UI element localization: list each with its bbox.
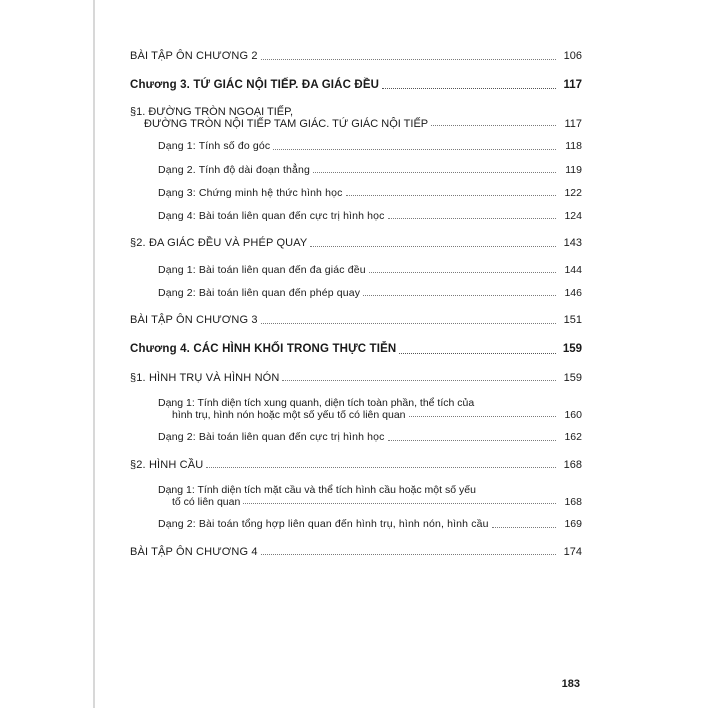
toc-entry-label-line1: Dạng 1: Tính diện tích xung quanh, diện tích toàn phần, thể tích của (158, 397, 475, 410)
toc-entry-label: Dạng 1: Tính số đo góc (158, 140, 271, 153)
toc-leader-dots (310, 245, 556, 247)
toc-entry-page: 118 (565, 140, 582, 153)
toc-leader-dots (261, 553, 556, 555)
toc-entry-section[interactable] (130, 458, 582, 473)
toc-entry-page: 144 (564, 263, 582, 276)
toc-entry-page: 174 (563, 545, 582, 558)
toc-entry-page: 143 (563, 237, 582, 250)
toc-entry-page: 117 (564, 118, 582, 131)
toc-entry-chapter[interactable] (130, 78, 582, 94)
toc-entry-page: 168 (564, 496, 582, 509)
toc-entry-page: 162 (564, 431, 582, 444)
toc-leader-dots (369, 271, 556, 273)
toc-leader-dots (409, 415, 557, 417)
toc-entry-dang[interactable] (158, 209, 582, 223)
toc-leader-dots (388, 439, 556, 441)
toc-entry-label: Chương 3. TỨ GIÁC NỘI TIẾP. ĐA GIÁC ĐỀU (130, 78, 380, 91)
toc-leader-dots (399, 352, 556, 354)
page-number: 183 (561, 678, 580, 690)
toc-entry-page: 117 (563, 78, 582, 91)
toc-entry-label: Dạng 2: Bài toán liên quan đến phép quay (158, 287, 361, 300)
toc-entry-label-line2: tố có liên quan (172, 496, 241, 509)
toc-entry-label-line1: Dạng 1: Tính diện tích mặt cầu và thể tích hình cầu hoặc một số yếu (158, 484, 476, 497)
table-of-contents (130, 36, 582, 571)
toc-entry-dang[interactable] (158, 286, 582, 300)
toc-entry-label-line2: hình trụ, hình nón hoặc một số yếu tố có liên quan (172, 409, 406, 422)
toc-entry-page: 159 (562, 343, 582, 356)
toc-entry-label: §2. HÌNH CẦU (130, 458, 204, 471)
toc-entry-label: Dạng 4: Bài toán liên quan đến cực trị hình học (158, 209, 385, 222)
toc-entry[interactable] (130, 49, 582, 64)
toc-leader-dots (388, 217, 556, 219)
toc-entry-label: §1. HÌNH TRỤ VÀ HÌNH NÓN (130, 371, 280, 384)
toc-entry-page: 168 (563, 458, 582, 471)
toc-leader-dots (431, 124, 556, 126)
toc-entry-section[interactable] (130, 236, 582, 251)
toc-entry-label: §2. ĐA GIÁC ĐỀU VÀ PHÉP QUAY (130, 237, 308, 250)
toc-entry-page: 119 (565, 163, 582, 176)
toc-entry-dang[interactable] (158, 163, 582, 177)
toc-entry-label: BÀI TẬP ÔN CHƯƠNG 4 (130, 545, 258, 558)
toc-leader-dots (346, 194, 557, 196)
toc-entry-page: 151 (563, 314, 582, 327)
toc-entry-label: Dạng 1: Bài toán liên quan đến đa giác đều (158, 263, 366, 276)
page-left-margin (0, 0, 88, 708)
toc-entry-page: 106 (563, 50, 582, 62)
toc-entry-page: 146 (564, 287, 582, 300)
toc-entry-label: Dạng 2: Bài toán liên quan đến cực trị hình học (158, 431, 385, 444)
toc-leader-dots (363, 294, 556, 296)
toc-leader-dots (382, 87, 556, 89)
toc-entry-page: 122 (564, 186, 582, 199)
toc-entry[interactable] (130, 545, 582, 560)
toc-entry-page: 159 (563, 371, 582, 384)
toc-entry-label-line1: §1. ĐƯỜNG TRÒN NGOẠI TIẾP, (130, 106, 294, 119)
toc-leader-dots (206, 466, 556, 468)
page-edge-divider (93, 0, 95, 708)
toc-entry-chapter[interactable] (130, 342, 582, 358)
toc-entry-dang[interactable] (158, 484, 582, 508)
toc-leader-dots (492, 526, 556, 528)
toc-leader-dots (243, 502, 556, 504)
toc-entry-label-line2: ĐƯỜNG TRÒN NỘI TIẾP TAM GIÁC. TỨ GIÁC NỘI TIẾP (144, 118, 429, 131)
toc-entry[interactable] (130, 313, 582, 328)
toc-leader-dots (273, 148, 556, 150)
toc-entry-dang[interactable] (158, 186, 582, 200)
toc-entry-page: 124 (564, 209, 582, 222)
toc-entry-label: BÀI TẬP ÔN CHƯƠNG 3 (130, 314, 258, 327)
toc-entry-section[interactable] (130, 371, 582, 386)
toc-leader-dots (313, 171, 556, 173)
toc-entry-dang[interactable] (158, 263, 582, 277)
toc-entry-page: 169 (564, 518, 582, 531)
toc-entry-dang[interactable] (158, 430, 582, 444)
toc-entry-label: Dạng 2. Tính độ dài đoạn thẳng (158, 163, 311, 176)
toc-leader-dots (261, 58, 556, 60)
toc-leader-dots (261, 322, 556, 324)
toc-entry-page: 160 (564, 409, 582, 422)
toc-entry-dang[interactable] (158, 397, 582, 421)
toc-entry-dang[interactable] (158, 139, 582, 153)
toc-entry-section[interactable] (130, 106, 582, 130)
toc-entry-label: Chương 4. CÁC HÌNH KHỐI TRONG THỰC TIỄN (130, 343, 397, 356)
toc-leader-dots (282, 379, 556, 381)
toc-entry-label: BÀI TẬP ÔN CHƯƠNG 2 (130, 50, 258, 62)
toc-entry-label: Dạng 3: Chứng minh hệ thức hình học (158, 186, 343, 199)
toc-entry-dang[interactable] (158, 517, 582, 531)
toc-entry-label: Dạng 2: Bài toán tổng hợp liên quan đến hình trụ, hình nón, hình cầu (158, 518, 489, 531)
